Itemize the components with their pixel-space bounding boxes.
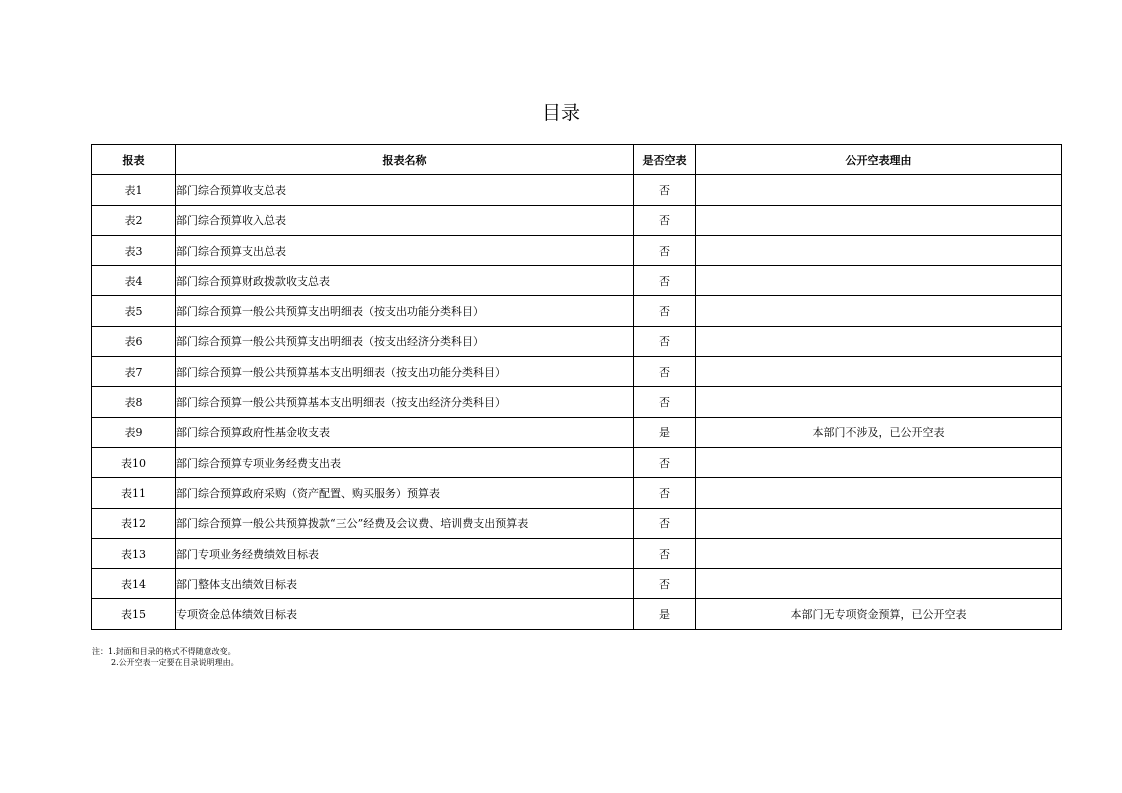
row-name: 专项资金总体绩效目标表 — [176, 599, 634, 629]
row-is-empty: 否 — [634, 387, 696, 417]
row-code: 表14 — [92, 569, 176, 599]
row-name: 部门综合预算一般公共预算支出明细表（按支出经济分类科目） — [176, 326, 634, 356]
table-header-row — [92, 145, 1062, 175]
row-is-empty: 否 — [634, 357, 696, 387]
row-reason — [696, 357, 1062, 387]
row-is-empty: 否 — [634, 205, 696, 235]
table-row — [92, 175, 1062, 205]
row-reason — [696, 387, 1062, 417]
row-name: 部门专项业务经费绩效目标表 — [176, 538, 634, 568]
header-code: 报表 — [92, 145, 176, 175]
row-code: 表11 — [92, 478, 176, 508]
row-code: 表1 — [92, 175, 176, 205]
row-reason: 本部门无专项资金预算，已公开空表 — [696, 599, 1062, 629]
table-row — [92, 296, 1062, 326]
row-name: 部门综合预算政府采购（资产配置、购买服务）预算表 — [176, 478, 634, 508]
footnotes — [92, 646, 239, 668]
table-row — [92, 478, 1062, 508]
row-code: 表8 — [92, 387, 176, 417]
table-row — [92, 569, 1062, 599]
row-reason — [696, 266, 1062, 296]
row-is-empty: 否 — [634, 447, 696, 477]
table-row — [92, 599, 1062, 629]
row-code: 表13 — [92, 538, 176, 568]
row-code: 表5 — [92, 296, 176, 326]
row-is-empty: 否 — [634, 508, 696, 538]
row-name: 部门综合预算财政拨款收支总表 — [176, 266, 634, 296]
row-is-empty: 否 — [634, 326, 696, 356]
row-is-empty: 否 — [634, 266, 696, 296]
table-row — [92, 205, 1062, 235]
row-code: 表12 — [92, 508, 176, 538]
table-row — [92, 417, 1062, 447]
footnote-line-2: 2.公开空表一定要在目录说明理由。 — [111, 658, 239, 667]
header-name: 报表名称 — [176, 145, 634, 175]
row-code: 表7 — [92, 357, 176, 387]
row-is-empty: 否 — [634, 538, 696, 568]
row-name: 部门综合预算一般公共预算基本支出明细表（按支出功能分类科目） — [176, 357, 634, 387]
row-code: 表3 — [92, 235, 176, 265]
row-code: 表6 — [92, 326, 176, 356]
row-reason — [696, 569, 1062, 599]
row-name: 部门综合预算政府性基金收支表 — [176, 417, 634, 447]
table-of-contents — [91, 144, 1062, 630]
table-row — [92, 235, 1062, 265]
row-reason — [696, 478, 1062, 508]
row-name: 部门综合预算支出总表 — [176, 235, 634, 265]
page-title: 目录 — [541, 102, 580, 124]
row-is-empty: 是 — [634, 417, 696, 447]
row-is-empty: 否 — [634, 296, 696, 326]
row-name: 部门综合预算收入总表 — [176, 205, 634, 235]
row-code: 表2 — [92, 205, 176, 235]
header-is-empty: 是否空表 — [634, 145, 696, 175]
row-name: 部门综合预算专项业务经费支出表 — [176, 447, 634, 477]
row-name: 部门综合预算一般公共预算支出明细表（按支出功能分类科目） — [176, 296, 634, 326]
table-row — [92, 508, 1062, 538]
row-is-empty: 是 — [634, 599, 696, 629]
row-reason — [696, 235, 1062, 265]
row-code: 表10 — [92, 447, 176, 477]
row-reason — [696, 205, 1062, 235]
row-code: 表15 — [92, 599, 176, 629]
row-code: 表4 — [92, 266, 176, 296]
row-reason — [696, 296, 1062, 326]
table-row — [92, 387, 1062, 417]
row-code: 表9 — [92, 417, 176, 447]
row-is-empty: 否 — [634, 235, 696, 265]
row-reason: 本部门不涉及，已公开空表 — [696, 417, 1062, 447]
row-is-empty: 否 — [634, 175, 696, 205]
table-row — [92, 447, 1062, 477]
table-row — [92, 326, 1062, 356]
row-is-empty: 否 — [634, 478, 696, 508]
row-reason — [696, 326, 1062, 356]
row-reason — [696, 508, 1062, 538]
table-row — [92, 538, 1062, 568]
header-reason: 公开空表理由 — [696, 145, 1062, 175]
row-reason — [696, 538, 1062, 568]
table-row — [92, 357, 1062, 387]
footnote-line-1: 注：1.封面和目录的格式不得随意改变。 — [92, 647, 236, 656]
table-row — [92, 266, 1062, 296]
row-name: 部门综合预算一般公共预算拨款“三公”经费及会议费、培训费支出预算表 — [176, 508, 634, 538]
row-name: 部门综合预算收支总表 — [176, 175, 634, 205]
row-name: 部门综合预算一般公共预算基本支出明细表（按支出经济分类科目） — [176, 387, 634, 417]
row-is-empty: 否 — [634, 569, 696, 599]
row-reason — [696, 447, 1062, 477]
row-reason — [696, 175, 1062, 205]
row-name: 部门整体支出绩效目标表 — [176, 569, 634, 599]
